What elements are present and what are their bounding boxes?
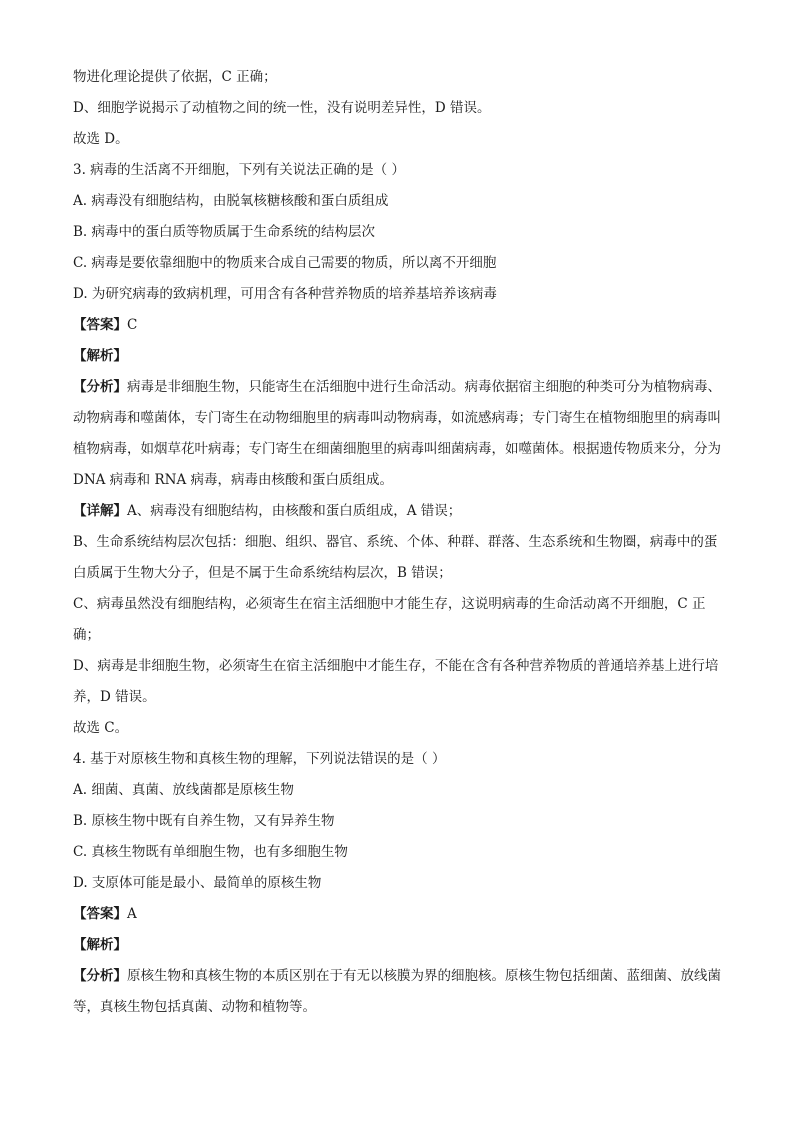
answer-tag: 【答案】 [73, 317, 127, 333]
line-text: 故选 D。 [73, 131, 129, 147]
text-line [73, 713, 723, 744]
line-text: A. 病毒没有细胞结构，由脱氧核糖核酸和蛋白质组成 [73, 193, 389, 209]
answer-tag: 【答案】 [73, 906, 127, 922]
option-c [73, 248, 723, 279]
line-text: D. 为研究病毒的致病机理，可用含有各种营养物质的培养基培养该病毒 [73, 286, 497, 302]
line-text: B. 病毒中的蛋白质等物质属于生命系统的结构层次 [73, 224, 376, 240]
option-c [73, 837, 723, 868]
detail-paragraph [73, 496, 723, 527]
question-stem [73, 155, 723, 186]
paragraph-text: C、病毒虽然没有细胞结构，必须寄生在宿主活细胞中才能生存，这说明病毒的生命活动离不开细胞，C 正确； [73, 596, 706, 643]
line-text: 故选 C。 [73, 720, 129, 736]
paragraph-text: 病毒是非细胞生物，只能寄生在活细胞中进行生命活动。病毒依据宿主细胞的种类可分为植物病毒、动物病毒和噬菌体，专门寄生在动物细胞里的病毒叫动物病毒，如流感病毒；专门寄生在植物细胞里的病毒叫植物病毒，如烟草花叶病毒；专门寄生在细菌细胞里的病毒叫细菌病毒，如噬菌体。根据遗传物质来分，分为 DNA 病毒和 RNA 病毒，病毒由核酸和蛋白质组成。 [73, 379, 721, 488]
text-line [73, 62, 723, 93]
document-page [73, 62, 723, 1023]
answer-value: A [127, 906, 137, 922]
line-text: 物进化理论提供了依据，C 正确； [73, 69, 277, 85]
analysis-heading [73, 930, 723, 961]
analysis-paragraph [73, 372, 723, 496]
paragraph-text: 原核生物和真核生物的本质区别在于有无以核膜为界的细胞核。原核生物包括细菌、蓝细菌、放线菌等，真核生物包括真菌、动物和植物等。 [73, 968, 721, 1015]
line-text: A. 细菌、真菌、放线菌都是原核生物 [73, 782, 294, 798]
line-text: B. 原核生物中既有自养生物，又有异养生物 [73, 813, 335, 829]
answer-line [73, 310, 723, 341]
fenxi-tag: 【分析】 [73, 968, 127, 984]
fenxi-tag: 【分析】 [73, 379, 127, 395]
text-line [73, 93, 723, 124]
option-d [73, 279, 723, 310]
answer-value: C [127, 317, 138, 333]
answer-line [73, 899, 723, 930]
option-b [73, 217, 723, 248]
paragraph-text: A、病毒没有细胞结构，由核酸和蛋白质组成，A 错误； [127, 503, 462, 519]
analysis-tag: 【解析】 [73, 937, 127, 953]
option-a [73, 186, 723, 217]
line-text: D、细胞学说揭示了动植物之间的统一性，没有说明差异性，D 错误。 [73, 100, 491, 116]
option-b [73, 806, 723, 837]
line-text: 4. 基于对原核生物和真核生物的理解，下列说法错误的是（ ） [73, 751, 446, 767]
analysis-paragraph [73, 961, 723, 1023]
line-text: 3. 病毒的生活离不开细胞，下列有关说法正确的是（ ） [73, 162, 405, 178]
xiangjie-tag: 【详解】 [73, 503, 127, 519]
detail-paragraph [73, 651, 723, 713]
detail-paragraph [73, 527, 723, 589]
text-line [73, 124, 723, 155]
line-text: C. 真核生物既有单细胞生物，也有多细胞生物 [73, 844, 348, 860]
paragraph-text: B、生命系统结构层次包括：细胞、组织、器官、系统、个体、种群、群落、生态系统和生物圈，病毒中的蛋白质属于生物大分子，但是不属于生命系统结构层次，B 错误； [73, 534, 718, 581]
paragraph-text: D、病毒是非细胞生物，必须寄生在宿主活细胞中才能生存，不能在含有各种营养物质的普通培养基上进行培养，D 错误。 [73, 658, 719, 705]
option-a [73, 775, 723, 806]
detail-paragraph [73, 589, 723, 651]
analysis-heading [73, 341, 723, 372]
line-text: C. 病毒是要依靠细胞中的物质来合成自己需要的物质，所以离不开细胞 [73, 255, 497, 271]
line-text: D. 支原体可能是最小、最简单的原核生物 [73, 875, 322, 891]
question-stem [73, 744, 723, 775]
option-d [73, 868, 723, 899]
analysis-tag: 【解析】 [73, 348, 127, 364]
